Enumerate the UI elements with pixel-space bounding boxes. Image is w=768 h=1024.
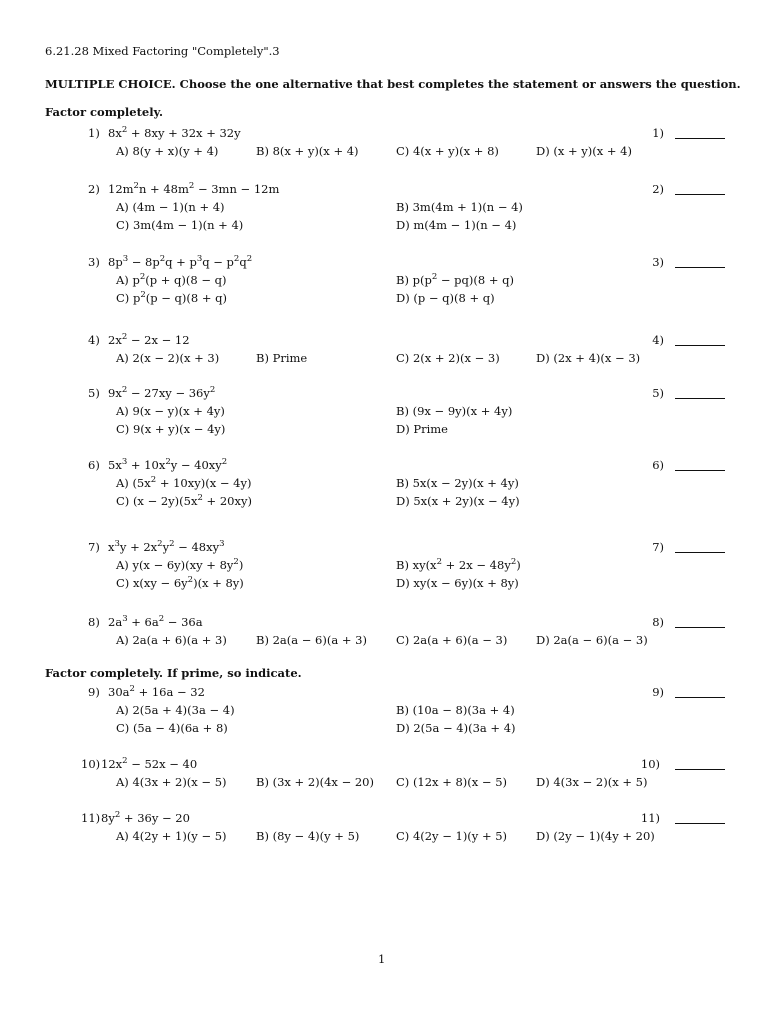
answer-blank[interactable] bbox=[675, 398, 725, 399]
section-heading: Factor completely. bbox=[45, 105, 163, 119]
answer-choice[interactable]: A) (4m − 1)(n + 4) bbox=[116, 200, 225, 214]
answer-choice[interactable]: A) $y(x - 6y)(xy + 8y^2)$ bbox=[116, 557, 244, 572]
question-stem: $30a^2 + 16a - 32$ bbox=[108, 684, 205, 699]
question-stem: $9x^2 - 27xy - 36y^2$ bbox=[108, 385, 216, 400]
answer-blank[interactable] bbox=[675, 823, 725, 824]
answer-choice[interactable]: C) 4(x + y)(x + 8) bbox=[396, 144, 499, 158]
answer-choice[interactable]: D) 4(3x − 2)(x + 5) bbox=[536, 775, 648, 789]
answer-choice[interactable]: D) 5x(x + 2y)(x − 4y) bbox=[396, 494, 520, 508]
answer-choice[interactable]: A) 4(3x + 2)(x − 5) bbox=[116, 775, 227, 789]
answer-choice[interactable]: D) (p − q)(8 + q) bbox=[396, 291, 495, 305]
question-number: 5) bbox=[88, 386, 100, 400]
answer-choice[interactable]: B) (3x + 2)(4x − 20) bbox=[256, 775, 374, 789]
answer-choice[interactable]: A) 9(x − y)(x + 4y) bbox=[116, 404, 225, 418]
answer-choice[interactable]: C) $(x - 2y)(5x^2 + 20xy)$ bbox=[116, 493, 252, 508]
question-number: 6) bbox=[88, 458, 100, 472]
answer-blank[interactable] bbox=[675, 697, 725, 698]
answer-number: 5) bbox=[652, 386, 664, 400]
answer-choice[interactable]: B) (8y − 4)(y + 5) bbox=[256, 829, 360, 843]
answer-number: 3) bbox=[652, 255, 664, 269]
answer-number: 8) bbox=[652, 615, 664, 629]
answer-choice[interactable]: D) 2(5a − 4)(3a + 4) bbox=[396, 721, 516, 735]
answer-choice[interactable]: C) (12x + 8)(x − 5) bbox=[396, 775, 508, 789]
answer-choice[interactable]: B) Prime bbox=[256, 351, 308, 365]
question-number: 8) bbox=[88, 615, 100, 629]
answer-choice[interactable]: D) (x + y)(x + 4) bbox=[536, 144, 632, 158]
answer-choice[interactable]: D) (2y − 1)(4y + 20) bbox=[536, 829, 655, 843]
question-number: 10) bbox=[81, 757, 101, 771]
answer-choice[interactable]: D) m(4m − 1)(n − 4) bbox=[396, 218, 517, 232]
answer-choice[interactable]: A) 8(y + x)(y + 4) bbox=[116, 144, 219, 158]
question-stem: $8y^2 + 36y - 20$ bbox=[101, 810, 190, 825]
question-number: 9) bbox=[88, 685, 100, 699]
answer-choice[interactable]: C) 2(x + 2)(x − 3) bbox=[396, 351, 500, 365]
answer-blank[interactable] bbox=[675, 345, 725, 346]
question-number: 1) bbox=[88, 126, 100, 140]
question-number: 2) bbox=[88, 182, 100, 196]
answer-number: 11) bbox=[640, 811, 660, 825]
answer-choice[interactable]: C) 9(x + y)(x − 4y) bbox=[116, 422, 226, 436]
question-stem: $x^3y + 2x^2y^2 - 48xy^3$ bbox=[108, 539, 225, 554]
answer-choice[interactable]: B) (9x − 9y)(x + 4y) bbox=[396, 404, 513, 418]
answer-choice[interactable]: D) Prime bbox=[396, 422, 448, 436]
answer-blank[interactable] bbox=[675, 552, 725, 553]
answer-choice[interactable]: A) $p^2(p + q)(8 - q)$ bbox=[116, 272, 227, 287]
question-stem: $8p^3 - 8p^2q + p^3q - p^2q^2$ bbox=[108, 254, 253, 269]
answer-choice[interactable]: B) $xy(x^2 + 2x - 48y^2)$ bbox=[396, 557, 521, 572]
page-number: 1 bbox=[378, 952, 386, 966]
answer-choice[interactable]: D) xy(x − 6y)(x + 8y) bbox=[396, 576, 519, 590]
answer-choice[interactable]: B) 2a(a − 6)(a + 3) bbox=[256, 633, 367, 647]
worksheet-title: 6.21.28 Mixed Factoring "Completely".3 bbox=[45, 44, 280, 58]
section-heading: Factor completely. If prime, so indicate. bbox=[45, 666, 302, 680]
question-stem: $8x^2 + 8xy + 32x + 32y$ bbox=[108, 125, 241, 140]
answer-blank[interactable] bbox=[675, 194, 725, 195]
answer-blank[interactable] bbox=[675, 470, 725, 471]
question-number: 7) bbox=[88, 540, 100, 554]
question-number: 4) bbox=[88, 333, 100, 347]
answer-choice[interactable]: B) 5x(x − 2y)(x + 4y) bbox=[396, 476, 519, 490]
answer-number: 7) bbox=[652, 540, 664, 554]
answer-choice[interactable]: D) 2a(a − 6)(a − 3) bbox=[536, 633, 648, 647]
question-number: 11) bbox=[81, 811, 101, 825]
answer-choice[interactable]: C) 4(2y − 1)(y + 5) bbox=[396, 829, 508, 843]
answer-choice[interactable]: C) 2a(a + 6)(a − 3) bbox=[396, 633, 508, 647]
answer-choice[interactable]: A) 2a(a + 6)(a + 3) bbox=[116, 633, 227, 647]
question-stem: $2x^2 - 2x - 12$ bbox=[108, 332, 190, 347]
answer-blank[interactable] bbox=[675, 138, 725, 139]
question-number: 3) bbox=[88, 255, 100, 269]
answer-choice[interactable]: A) 2(x − 2)(x + 3) bbox=[116, 351, 220, 365]
answer-choice[interactable]: A) 4(2y + 1)(y − 5) bbox=[116, 829, 227, 843]
instructions: MULTIPLE CHOICE. Choose the one alternative that best completes the statement or answers the question. bbox=[45, 77, 741, 91]
answer-number: 4) bbox=[652, 333, 664, 347]
answer-choice[interactable]: C) (5a − 4)(6a + 8) bbox=[116, 721, 228, 735]
answer-number: 1) bbox=[652, 126, 664, 140]
question-stem: $12m^2n + 48m^2 - 3mn - 12m$ bbox=[108, 181, 280, 196]
answer-choice[interactable]: B) 8(x + y)(x + 4) bbox=[256, 144, 359, 158]
answer-choice[interactable]: B) 3m(4m + 1)(n − 4) bbox=[396, 200, 523, 214]
question-stem: $2a^3 + 6a^2 - 36a$ bbox=[108, 614, 203, 629]
answer-choice[interactable]: B) (10a − 8)(3a + 4) bbox=[396, 703, 515, 717]
answer-choice[interactable]: D) (2x + 4)(x − 3) bbox=[536, 351, 641, 365]
answer-choice[interactable]: C) $x(xy - 6y^2)(x + 8y)$ bbox=[116, 575, 244, 590]
answer-blank[interactable] bbox=[675, 769, 725, 770]
answer-choice[interactable]: B) $p(p^2 - pq)(8 + q)$ bbox=[396, 272, 514, 287]
answer-number: 10) bbox=[640, 757, 660, 771]
answer-blank[interactable] bbox=[675, 627, 725, 628]
question-stem: $5x^3 + 10x^2y - 40xy^2$ bbox=[108, 457, 228, 472]
answer-number: 2) bbox=[652, 182, 664, 196]
answer-choice[interactable]: C) 3m(4m − 1)(n + 4) bbox=[116, 218, 244, 232]
answer-number: 6) bbox=[652, 458, 664, 472]
answer-choice[interactable]: C) $p^2(p - q)(8 + q)$ bbox=[116, 290, 227, 305]
answer-choice[interactable]: A) $(5x^2 + 10xy)(x - 4y)$ bbox=[116, 475, 252, 490]
answer-blank[interactable] bbox=[675, 267, 725, 268]
question-stem: $12x^2 - 52x - 40$ bbox=[101, 756, 198, 771]
answer-choice[interactable]: A) 2(5a + 4)(3a − 4) bbox=[116, 703, 235, 717]
answer-number: 9) bbox=[652, 685, 664, 699]
